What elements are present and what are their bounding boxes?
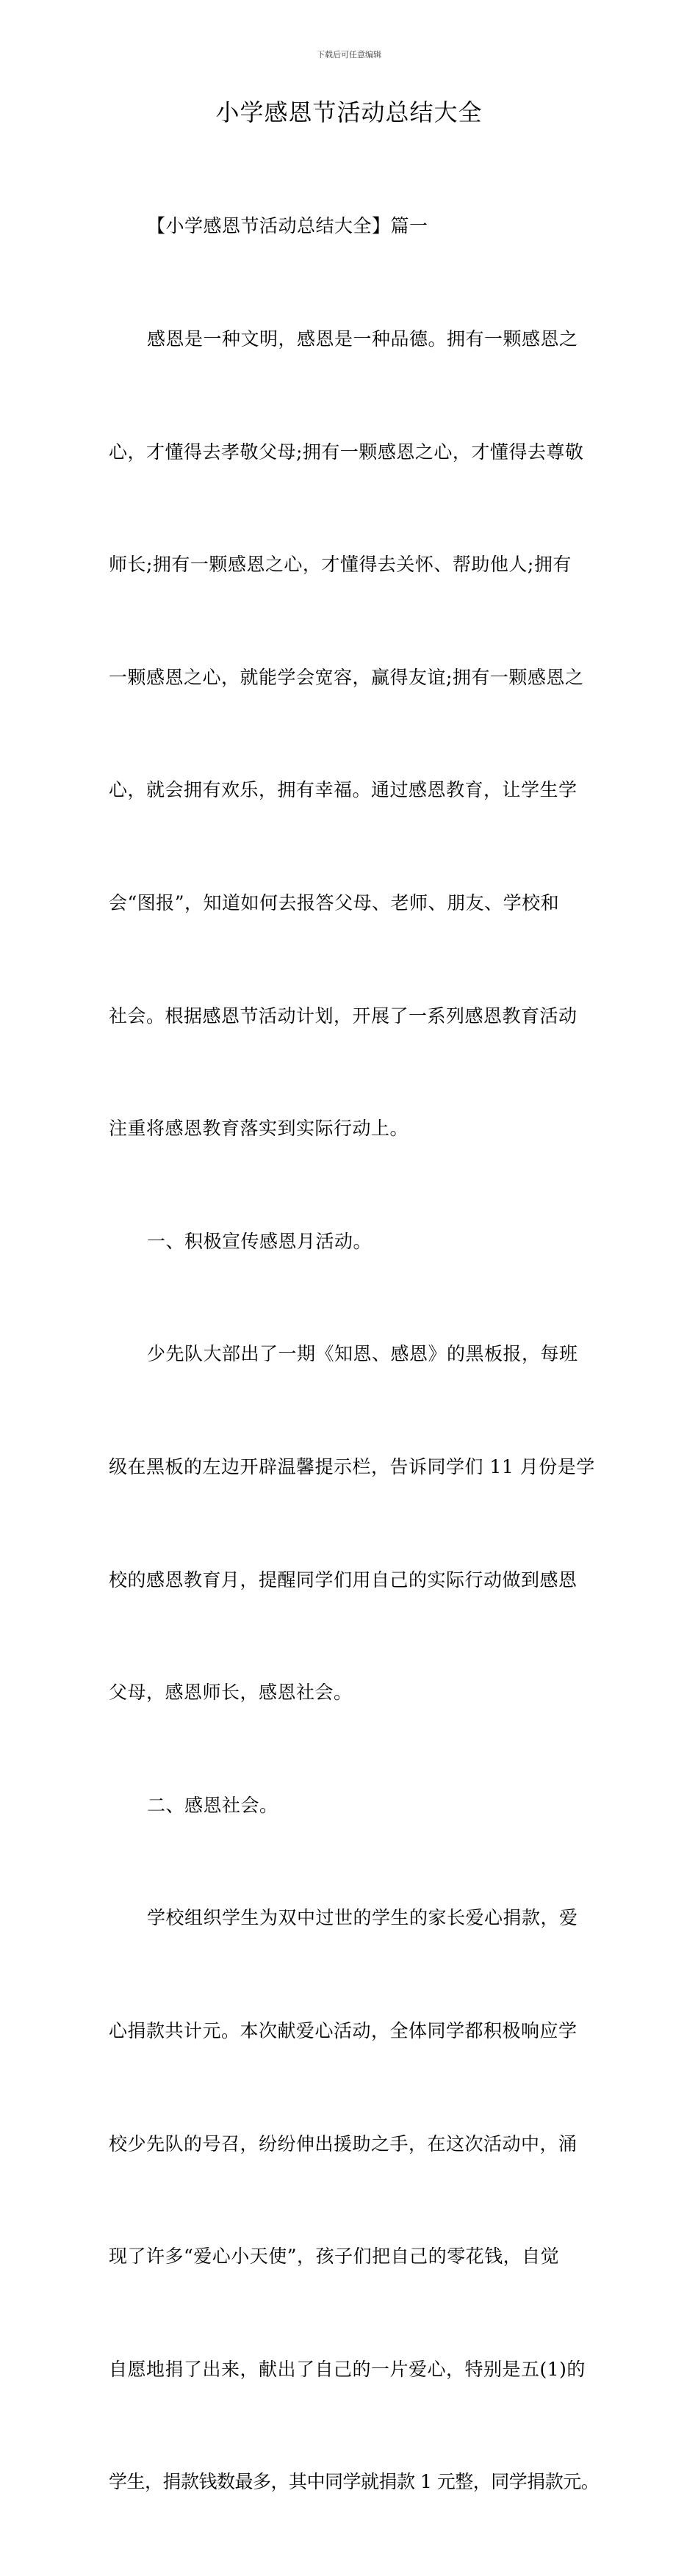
paragraph-line: 学校组织学生为双中过世的学生的家长爱心捐款，爱 [147, 1907, 578, 1929]
section-heading: 【小学感恩节活动总结大全】篇一 [147, 215, 428, 237]
subsection-heading: 一、积极宣传感恩月活动。 [147, 1230, 373, 1252]
document-body [109, 132, 602, 2576]
paragraph-line: 校少先队的号召，纷纷伸出援助之手，在这次活动中，涌 [109, 2132, 578, 2154]
document-title: 小学感恩节活动总结大全 [215, 98, 483, 126]
paragraph-line: 学生，捐款钱数最多，其中同学就捐款 1 元整，同学捐款元。 [109, 2471, 600, 2493]
paragraph-line: 注重将感恩教育落实到实际行动上。 [109, 1118, 409, 1140]
paragraph-line: 少先队大部出了一期《知恩、感恩》的黑板报，每班 [147, 1343, 578, 1365]
paragraph-line: 会“图报”，知道如何去报答父母、老师、朋友、学校和 [109, 891, 560, 913]
paragraph-line: 一颗感恩之心，就能学会宽容，赢得友谊;拥有一颗感恩之 [109, 666, 584, 688]
paragraph-line: 心，才懂得去孝敬父母;拥有一颗感恩之心，才懂得去尊敬 [109, 441, 584, 463]
paragraph-line: 级在黑板的左边开辟温馨提示栏，告诉同学们 11 月份是学 [109, 1455, 595, 1477]
paragraph-line: 心捐款共计元。本次献爱心活动，全体同学都积极响应学 [109, 2019, 578, 2041]
paragraph-line: 感恩是一种文明，感恩是一种品德。拥有一颗感恩之 [147, 328, 578, 350]
paragraph-line: 社会。根据感恩节活动计划，开展了一系列感恩教育活动 [109, 1005, 578, 1027]
paragraph-line: 父母，感恩师长，感恩社会。 [109, 1682, 353, 1704]
paragraph-line: 现了许多“爱心小天使”，孩子们把自己的零花钱，自觉 [109, 2246, 560, 2268]
paragraph-line: 自愿地捐了出来，献出了自己的一片爱心，特别是五(1)的 [109, 2358, 586, 2380]
header-note: 下载后可任意编辑 [317, 50, 381, 59]
paragraph-line: 师长;拥有一颗感恩之心，才懂得去关怀、帮助他人;拥有 [109, 554, 572, 576]
paragraph-line: 心，就会拥有欢乐，拥有幸福。通过感恩教育，让学生学 [109, 779, 578, 801]
subsection-heading: 二、感恩社会。 [147, 1794, 278, 1816]
paragraph-line: 校的感恩教育月，提醒同学们用自己的实际行动做到感恩 [109, 1569, 578, 1591]
